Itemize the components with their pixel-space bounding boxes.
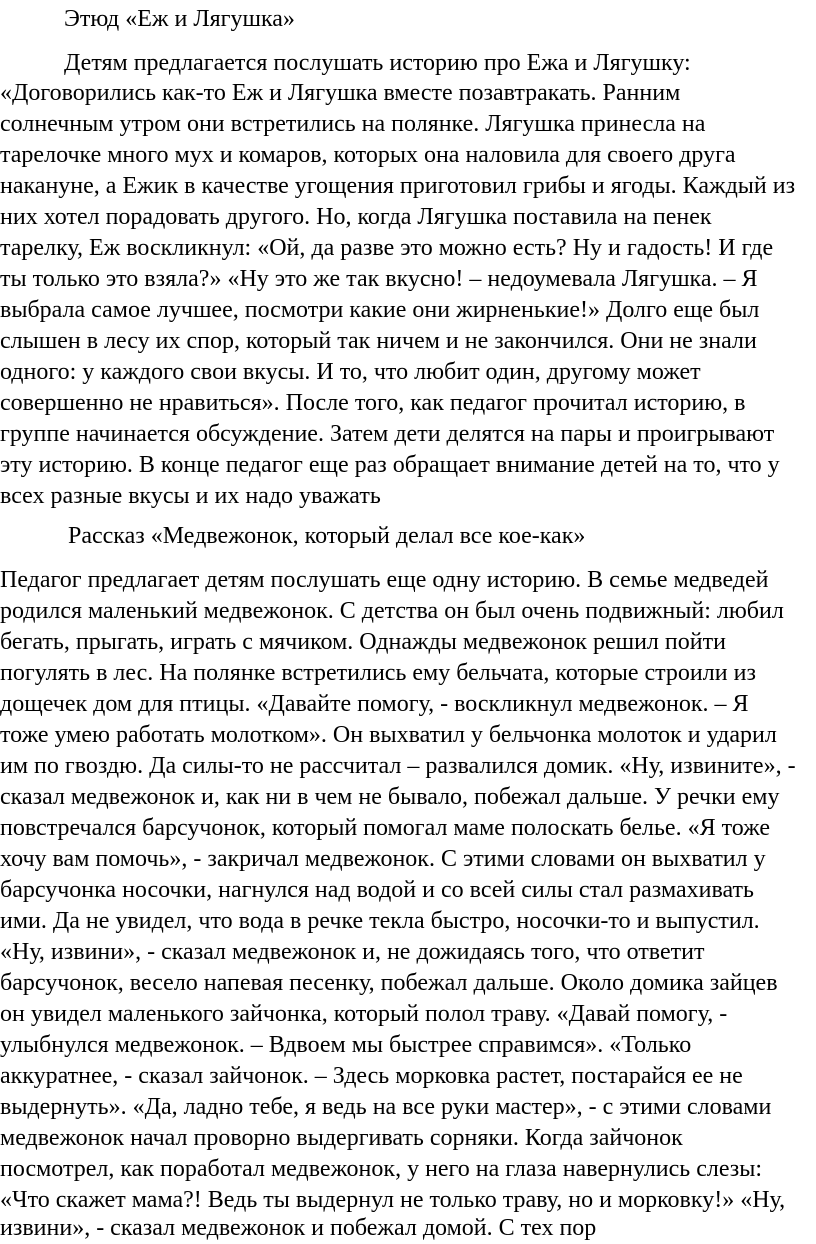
paragraph-line: барсучонка носочки, нагнулся над водой и со всей силы стал размахивать (0, 877, 754, 903)
paragraph-line: совершенно не нравиться». После того, как педагог прочитал историю, в (0, 390, 746, 416)
paragraph-line: Детям предлагается послушать историю про Ежа и Лягушку: (64, 50, 691, 76)
paragraph-line: тарелку, Еж воскликнул: «Ой, да разве это можно есть? Ну и гадость! И где (0, 235, 774, 261)
section-title-bear-cub: Рассказ «Медвежонок, который делал все кое-как» (68, 523, 586, 549)
paragraph-line: эту историю. В конце педагог еще раз обращает внимание детей на то, что у (0, 452, 780, 478)
paragraph-line: выбрала самое лучшее, посмотри какие они жирненькие!» Долго еще был (0, 297, 760, 323)
paragraph-line: извини», - сказал медвежонок и побежал домой. С тех пор (0, 1215, 597, 1241)
paragraph-line: тоже умею работать молотком». Он выхватил у бельчонка молоток и ударил (0, 722, 777, 748)
paragraph-line: ими. Да не увидел, что вода в речке текла быстро, носочки-то и выпустил. (0, 908, 760, 934)
paragraph-line: посмотрел, как поработал медвежонок, у него на глаза навернулись слезы: (0, 1156, 763, 1182)
paragraph-line: «Ну, извини», - сказал медвежонок и, не дожидаясь того, что ответит (0, 939, 705, 965)
paragraph-line: им по гвоздю. Да силы-то не рассчитал – развалился домик. «Ну, извините», - (0, 753, 796, 779)
paragraph-line: аккуратнее, - сказал зайчонок. – Здесь морковка растет, постарайся ее не (0, 1063, 743, 1089)
paragraph-line: группе начинается обсуждение. Затем дети делятся на пары и проигрывают (0, 421, 775, 447)
paragraph-line: он увидел маленького зайчонка, который полол траву. «Давай помогу, - (0, 1001, 728, 1027)
paragraph-line: сказал медвежонок и, как ни в чем не бывало, побежал дальше. У речки ему (0, 784, 780, 810)
paragraph-line: тарелочке много мух и комаров, которых она наловила для своего друга (0, 142, 736, 168)
paragraph-line: «Договорились как-то Еж и Лягушка вместе позавтракать. Ранним (0, 80, 681, 106)
paragraph-line: родился маленький медвежонок. С детства он был очень подвижный: любил (0, 598, 784, 624)
section-title-hedgehog-frog: Этюд «Еж и Лягушка» (64, 6, 295, 32)
paragraph-line: солнечным утром они встретились на полянке. Лягушка принесла на (0, 111, 706, 137)
paragraph-line: погулять в лес. На полянке встретились ему бельчата, которые строили из (0, 660, 756, 686)
paragraph-line: Педагог предлагает детям послушать еще одну историю. В семье медведей (0, 567, 769, 593)
paragraph-line: барсучонок, весело напевая песенку, побежал дальше. Около домика зайцев (0, 970, 778, 996)
paragraph-line: накануне, а Ежик в качестве угощения приготовил грибы и ягоды. Каждый из (0, 173, 796, 199)
paragraph-line: повстречался барсучонок, который помогал маме полоскать белье. «Я тоже (0, 815, 771, 841)
paragraph-line: ты только это взяла?» «Ну это же так вкусно! – недоумевала Лягушка. – Я (0, 266, 758, 292)
paragraph-line: выдернуть». «Да, ладно тебе, я ведь на все руки мастер», - с этими словами (0, 1094, 772, 1120)
paragraph-line: всех разные вкусы и их надо уважать (0, 483, 381, 509)
paragraph-line: одного: у каждого свои вкусы. И то, что любит один, другому может (0, 359, 701, 385)
paragraph-line: улыбнулся медвежонок. – Вдвоем мы быстрее справимся». «Только (0, 1032, 692, 1058)
paragraph-line: бегать, прыгать, играть с мячиком. Однажды медвежонок решил пойти (0, 629, 726, 655)
paragraph-line: медвежонок начал проворно выдергивать сорняки. Когда зайчонок (0, 1125, 683, 1151)
paragraph-line: «Что скажет мама?! Ведь ты выдернул не только траву, но и морковку!» «Ну, (0, 1187, 786, 1213)
paragraph-line: них хотел порадовать другого. Но, когда Лягушка поставила на пенек (0, 204, 712, 230)
paragraph-line: слышен в лесу их спор, который так ничем и не закончился. Они не знали (0, 328, 757, 354)
paragraph-line: хочу вам помочь», - закричал медвежонок. С этими словами он выхватил у (0, 846, 766, 872)
paragraph-line: дощечек дом для птицы. «Давайте помогу, - воскликнул медвежонок. – Я (0, 691, 749, 717)
